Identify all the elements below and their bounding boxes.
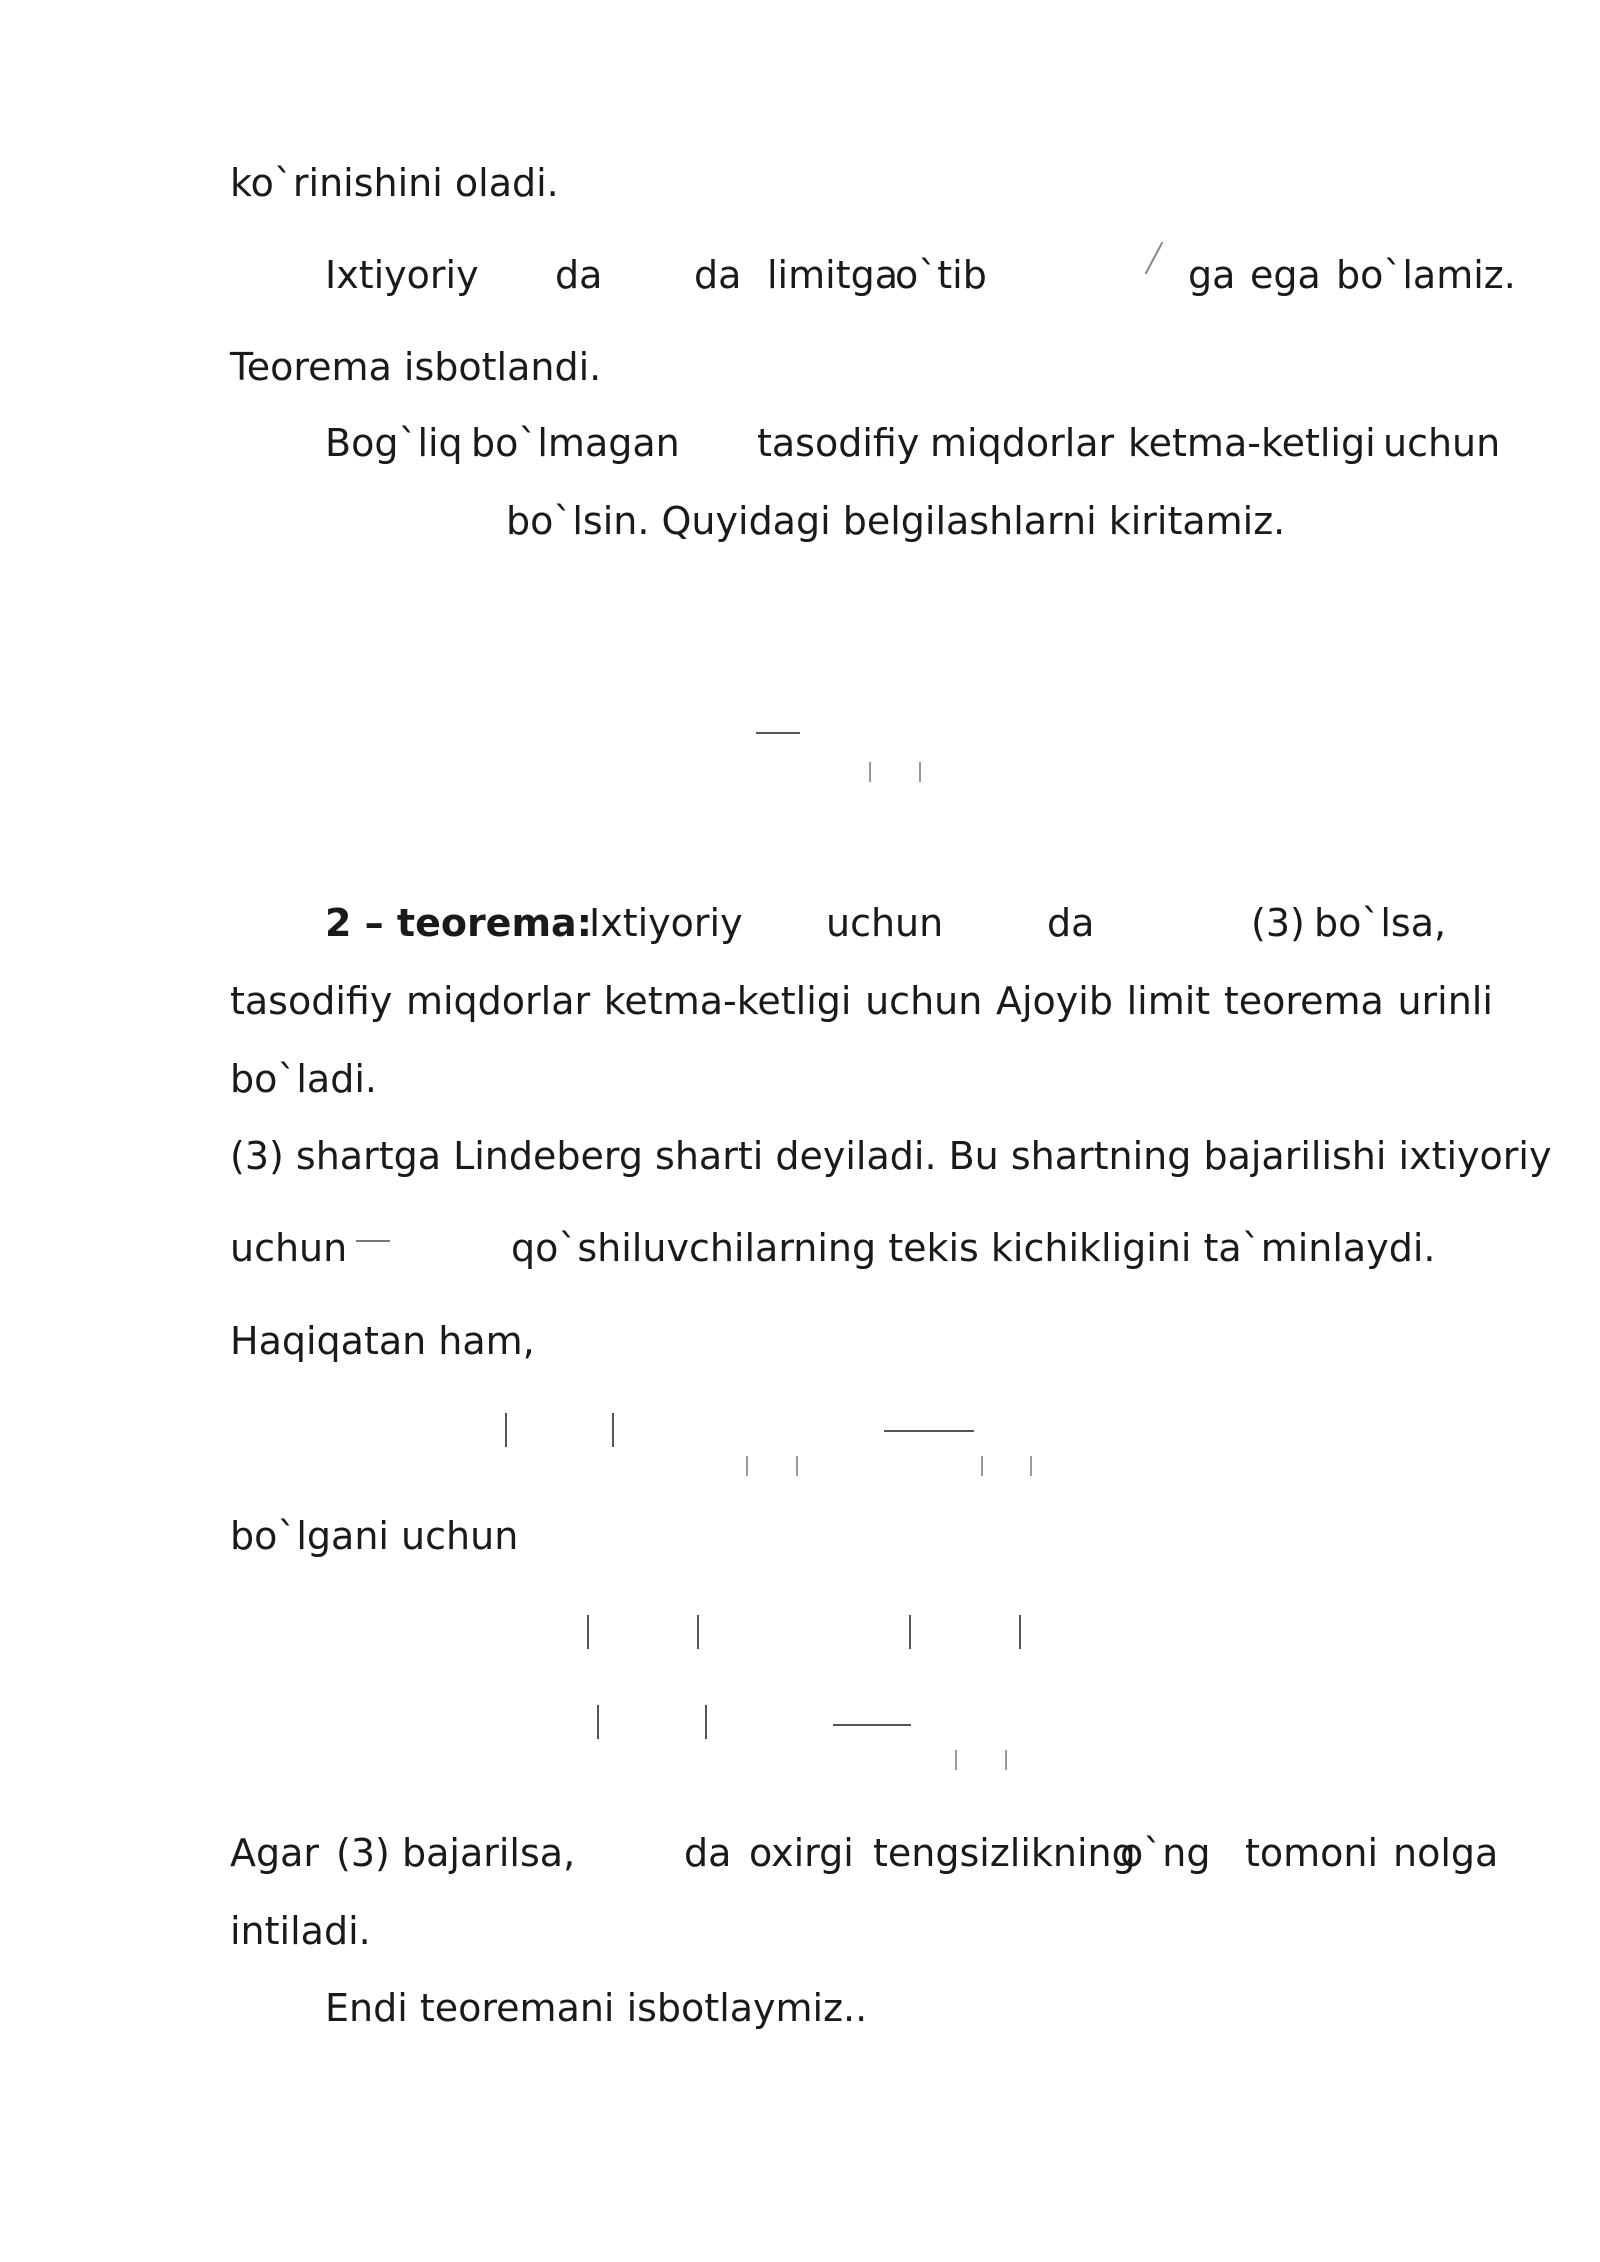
text-word: bo`lamiz. <box>1336 253 1516 297</box>
text-word: o`ng <box>1120 1831 1211 1875</box>
abs-bar <box>909 1615 911 1649</box>
text-word: bajarilsa, <box>402 1831 576 1875</box>
abs-bar <box>955 1750 957 1770</box>
text-word: da <box>684 1831 732 1875</box>
abs-bar <box>746 1456 748 1476</box>
text-word: ketma-ketligi <box>603 979 852 1023</box>
fraction-bar <box>756 732 800 734</box>
text-word: bo`lmagan <box>471 421 680 465</box>
text-word: uchun <box>865 979 983 1023</box>
text-line: qo`shiluvchilarning tekis kichikligini ta`minlaydi. <box>511 1226 1436 1270</box>
justified-line <box>230 979 1493 1023</box>
text-word: tasodifiy <box>757 421 920 465</box>
abs-bar <box>1019 1615 1021 1649</box>
text-word: tengsizlikning <box>873 1831 1136 1875</box>
text-word: tomoni <box>1245 1831 1379 1875</box>
text-word: teorema <box>1223 979 1384 1023</box>
fraction-bar <box>356 1240 390 1242</box>
text-word: urinli <box>1397 979 1493 1023</box>
text-line: ko`rinishini oladi. <box>230 161 559 205</box>
text-word: da <box>694 253 742 297</box>
text-word: miqdorlar <box>405 979 591 1023</box>
text-word: limitga <box>767 253 898 297</box>
text-word: (3) <box>336 1831 390 1875</box>
abs-bar <box>919 762 921 782</box>
formula-slash-mark <box>1145 242 1164 275</box>
abs-bar <box>705 1705 707 1739</box>
text-word: miqdorlar <box>930 421 1115 465</box>
abs-bar <box>612 1413 614 1447</box>
abs-bar <box>587 1615 589 1649</box>
text-line: bo`lgani uchun <box>230 1514 519 1558</box>
theorem-label: 2 – teorema: <box>325 901 592 945</box>
text-word: Ajoyib <box>995 979 1113 1023</box>
text-word: ketma-ketligi <box>1128 421 1376 465</box>
text-word: da <box>1047 901 1095 945</box>
text-word: Ixtiyoriy <box>589 901 743 945</box>
text-line: Teorema isbotlandi. <box>230 345 602 389</box>
text-word: Ixtiyoriy <box>325 253 479 297</box>
text-word: uchun <box>230 1226 348 1270</box>
text-line: bo`lsin. Quyidagi belgilashlarni kiritamiz. <box>506 499 1286 543</box>
text-word: uchun <box>1383 421 1501 465</box>
abs-bar <box>981 1456 983 1476</box>
text-line: intiladi. <box>230 1909 371 1953</box>
text-word: ga <box>1188 253 1236 297</box>
text-word: uchun <box>826 901 944 945</box>
fraction-bar <box>884 1430 974 1432</box>
text-line: Endi teoremani isbotlaymiz.. <box>325 1986 868 2030</box>
text-word: limit <box>1126 979 1211 1023</box>
text-word: nolga <box>1393 1831 1499 1875</box>
text-word: ega <box>1250 253 1321 297</box>
text-word: bo`lsa, <box>1314 901 1447 945</box>
text-word: oxirgi <box>749 1831 854 1875</box>
fraction-bar <box>833 1724 911 1726</box>
text-word: Agar <box>230 1831 320 1875</box>
text-word: o`tib <box>895 253 987 297</box>
text-line: (3) shartga Lindeberg sharti deyiladi. Bu shartning bajarilishi ixtiyoriy <box>230 1134 1552 1178</box>
text-line: Haqiqatan ham, <box>230 1319 535 1363</box>
abs-bar <box>869 762 871 782</box>
abs-bar <box>1030 1456 1032 1476</box>
abs-bar <box>697 1615 699 1649</box>
text-word: da <box>555 253 603 297</box>
text-word: (3) <box>1251 901 1305 945</box>
text-word: Bog`liq <box>325 421 463 465</box>
text-word: tasodifiy <box>230 979 393 1023</box>
abs-bar <box>1005 1750 1007 1770</box>
abs-bar <box>505 1413 507 1447</box>
abs-bar <box>796 1456 798 1476</box>
text-line: bo`ladi. <box>230 1057 377 1101</box>
abs-bar <box>597 1705 599 1739</box>
